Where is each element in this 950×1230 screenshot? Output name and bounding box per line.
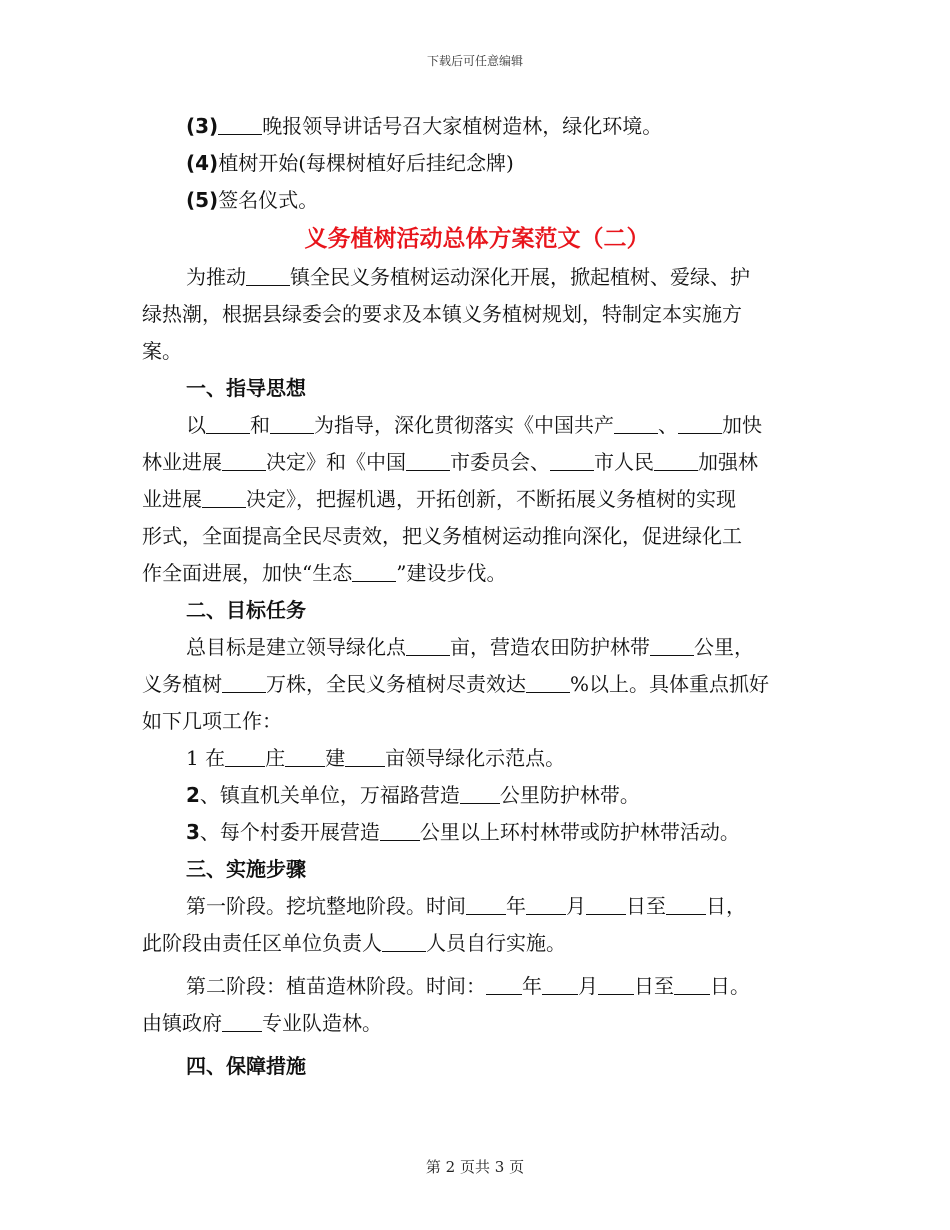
blank xyxy=(542,972,578,995)
list-item-3 xyxy=(142,108,812,145)
blank xyxy=(654,448,698,471)
paragraph-line xyxy=(142,555,812,592)
blank xyxy=(382,929,426,952)
text: 为推动 xyxy=(186,265,246,289)
text: 公里以上环村林带或防护林带活动。 xyxy=(419,820,740,844)
text: 业进展 xyxy=(142,487,202,511)
paragraph-line xyxy=(142,481,812,518)
text: 和 xyxy=(250,413,270,437)
document-body xyxy=(142,108,812,1085)
page-number: 第 2 页共 3 页 xyxy=(425,1158,525,1176)
blank xyxy=(614,411,658,434)
paragraph-line xyxy=(142,888,812,925)
blank xyxy=(526,670,570,693)
item-number: (4) xyxy=(186,151,219,175)
text: 镇全民义务植树运动深化开展，掀起植树、爱绿、护 xyxy=(290,265,750,289)
heading-goals-tasks: 二、目标任务 xyxy=(186,598,306,622)
text: 亩，营造农田防护林带 xyxy=(450,635,650,659)
blank xyxy=(222,670,266,693)
intro-line: 绿热潮，根据县绿委会的要求及本镇义务植树规划，特制定本实施方 xyxy=(142,302,742,326)
item-number: 3 xyxy=(186,820,200,844)
blank xyxy=(526,892,566,915)
blank xyxy=(678,411,722,434)
text: 市委员会、 xyxy=(450,450,550,474)
text: 建 xyxy=(325,746,346,770)
text: ”建设步伐。 xyxy=(396,561,507,585)
text: 第二阶段：植苗造林阶段。时间： xyxy=(186,974,486,998)
text: 第一阶段。挖坑整地阶段。时间 xyxy=(186,894,466,918)
blank xyxy=(486,972,522,995)
text: 年 xyxy=(506,894,526,918)
text: 公里， xyxy=(694,635,754,659)
intro-line: 案。 xyxy=(142,339,182,363)
text: 月 xyxy=(566,894,586,918)
blank xyxy=(222,448,266,471)
blank xyxy=(218,112,262,135)
text: 市人民 xyxy=(594,450,654,474)
paragraph-line xyxy=(142,629,812,666)
text: 林业进展 xyxy=(142,450,222,474)
blank xyxy=(380,818,420,841)
blank xyxy=(222,1009,262,1032)
blank xyxy=(650,633,694,656)
item-text: 签名仪式。 xyxy=(218,188,319,212)
heading-safeguard-measures: 四、保障措施 xyxy=(186,1054,306,1078)
text: 义务植树 xyxy=(142,672,222,696)
text: 月 xyxy=(578,974,598,998)
text: 年 xyxy=(522,974,542,998)
text: 由镇政府 xyxy=(142,1011,222,1035)
blank xyxy=(270,411,314,434)
task-item-3 xyxy=(142,814,812,851)
text: 日。 xyxy=(710,974,750,998)
text: 加快 xyxy=(722,413,762,437)
text: 以 xyxy=(186,413,206,437)
text: 公里防护林带。 xyxy=(499,783,640,807)
blank xyxy=(674,972,710,995)
paragraph-line: 形式，全面提高全民尽责效，把义务植树运动推向深化，促进绿化工 xyxy=(142,524,742,548)
paragraph-line xyxy=(142,444,812,481)
blank xyxy=(666,892,706,915)
text: %以上。具体重点抓好 xyxy=(570,672,770,696)
text: 人员自行实施。 xyxy=(426,931,566,955)
text: 决定》和《中国 xyxy=(266,450,406,474)
blank xyxy=(550,448,594,471)
text: 专业队造林。 xyxy=(262,1011,382,1035)
text: 此阶段由责任区单位负责人 xyxy=(142,931,382,955)
text: 作全面进展，加快“生态 xyxy=(142,561,353,585)
heading-guiding-ideology: 一、指导思想 xyxy=(186,376,306,400)
blank xyxy=(206,411,250,434)
text: 庄 xyxy=(265,746,286,770)
blank xyxy=(406,633,450,656)
paragraph-line xyxy=(142,925,812,962)
blank xyxy=(352,559,396,582)
paragraph-line xyxy=(142,407,812,444)
paragraph-line xyxy=(142,1005,812,1042)
text: 日， xyxy=(706,894,746,918)
text: 为指导，深化贯彻落实《中国共产 xyxy=(314,413,614,437)
heading-implementation-steps: 三、实施步骤 xyxy=(186,857,306,881)
text: 加强林 xyxy=(698,450,758,474)
page-header-note: 下载后可任意编辑 xyxy=(426,54,523,68)
item-number: 2 xyxy=(186,783,200,807)
blank xyxy=(285,744,325,767)
blank xyxy=(460,781,500,804)
blank xyxy=(598,972,634,995)
text: 亩领导绿化示范点。 xyxy=(385,746,566,770)
paragraph-line xyxy=(142,666,812,703)
text: 决定》，把握机遇，开拓创新，不断拓展义务植树的实现 xyxy=(246,487,736,511)
text: 万株，全民义务植树尽责效达 xyxy=(266,672,526,696)
text: 日至 xyxy=(634,974,674,998)
item-number: (5) xyxy=(186,188,219,212)
item-text: 植树开始(每棵树植好后挂纪念牌) xyxy=(218,151,514,175)
blank xyxy=(225,744,265,767)
blank xyxy=(345,744,385,767)
intro-line xyxy=(142,259,812,296)
section-title: 义务植树活动总体方案范文（二） xyxy=(304,226,650,252)
list-item-4 xyxy=(142,145,812,182)
text: 、每个村委开展营造 xyxy=(199,820,380,844)
text: 、 xyxy=(658,413,678,437)
text: 总目标是建立领导绿化点 xyxy=(186,635,406,659)
text: 日至 xyxy=(626,894,666,918)
paragraph-line xyxy=(142,968,812,1005)
blank xyxy=(586,892,626,915)
blank xyxy=(406,448,450,471)
blank xyxy=(466,892,506,915)
text: 、镇直机关单位，万福路营造 xyxy=(199,783,460,807)
text: 1 在 xyxy=(186,746,226,770)
blank xyxy=(246,263,290,286)
item-number: (3) xyxy=(186,114,219,138)
paragraph-line: 如下几项工作： xyxy=(142,709,282,733)
item-text: 晚报领导讲话号召大家植树造林，绿化环境。 xyxy=(262,114,663,138)
task-item-1 xyxy=(142,740,812,777)
list-item-5 xyxy=(142,182,812,219)
blank xyxy=(202,485,246,508)
task-item-2 xyxy=(142,777,812,814)
